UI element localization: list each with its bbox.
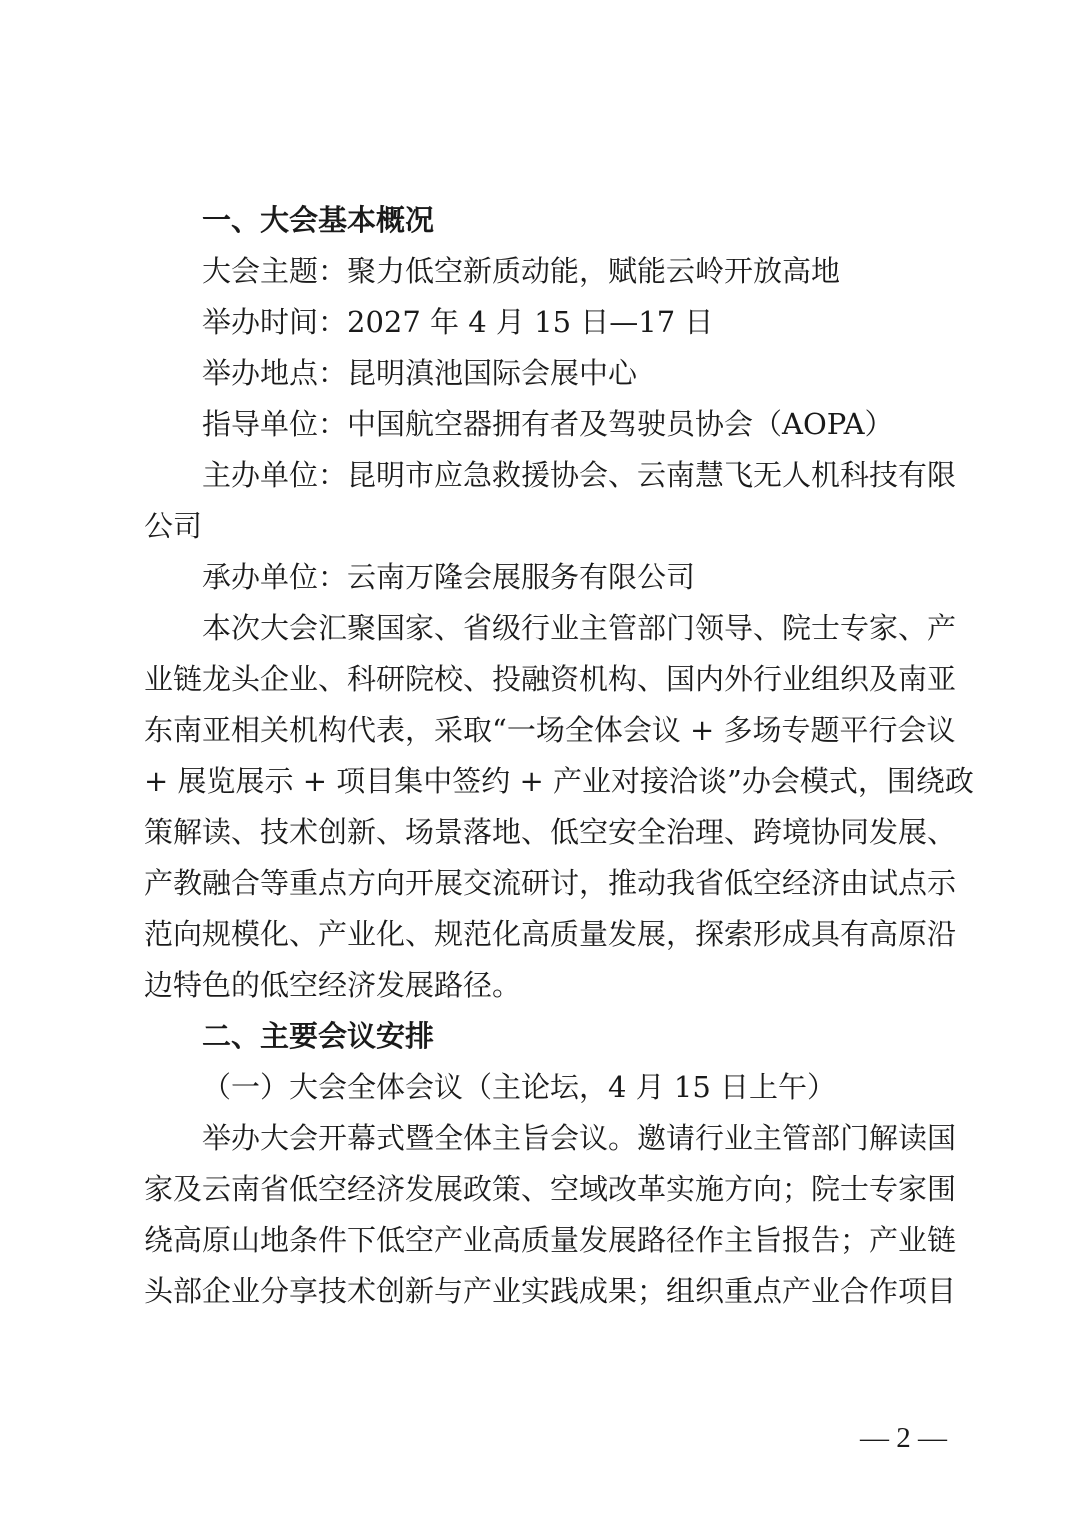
place-line: 举办地点：昆明滇池国际会展中心 [202,356,638,390]
intro-paragraph-line: 边特色的低空经济发展路径。 [144,968,522,1002]
section-heading-1: 一、大会基本概况 [202,203,435,237]
host-unit-line-cont: 公司 [144,509,203,543]
intro-paragraph-line: 范向规模化、产业化、规范化高质量发展，探索形成具有高原沿 [144,917,957,951]
plenary-paragraph-line: 家及云南省低空经济发展政策、空域改革实施方向；院士专家围 [144,1172,957,1206]
guide-unit-line: 指导单位：中国航空器拥有者及驾驶员协会（AOPA） [202,407,894,441]
theme-line: 大会主题：聚力低空新质动能，赋能云岭开放高地 [202,254,841,288]
time-line: 举办时间：2027 年 4 月 15 日—17 日 [202,305,714,339]
plenary-paragraph-line: 绕高原山地条件下低空产业高质量发展路径作主旨报告；产业链 [144,1223,957,1257]
plenary-paragraph-line: 头部企业分享技术创新与产业实践成果；组织重点产业合作项目 [144,1274,957,1308]
page-number: — 2 — [860,1422,947,1454]
intro-paragraph-line: + 展览展示 + 项目集中签约 + 产业对接洽谈”办会模式，围绕政 [144,764,974,798]
organizer-line: 承办单位：云南万隆会展服务有限公司 [202,560,696,594]
host-unit-line: 主办单位：昆明市应急救援协会、云南慧飞无人机科技有限 [202,458,957,492]
section-heading-2: 二、主要会议安排 [202,1019,435,1053]
intro-paragraph-line: 产教融合等重点方向开展交流研讨，推动我省低空经济由试点示 [144,866,957,900]
plenary-paragraph-line: 举办大会开幕式暨全体主旨会议。邀请行业主管部门解读国 [202,1121,957,1155]
intro-paragraph-line: 东南亚相关机构代表，采取“一场全体会议 + 多场专题平行会议 [144,713,956,747]
subsection-heading-1: （一）大会全体会议（主论坛，4 月 15 日上午） [202,1070,837,1104]
intro-paragraph-line: 本次大会汇聚国家、省级行业主管部门领导、院士专家、产 [202,611,957,645]
intro-paragraph-line: 策解读、技术创新、场景落地、低空安全治理、跨境协同发展、 [144,815,957,849]
intro-paragraph-line: 业链龙头企业、科研院校、投融资机构、国内外行业组织及南亚 [144,662,957,696]
